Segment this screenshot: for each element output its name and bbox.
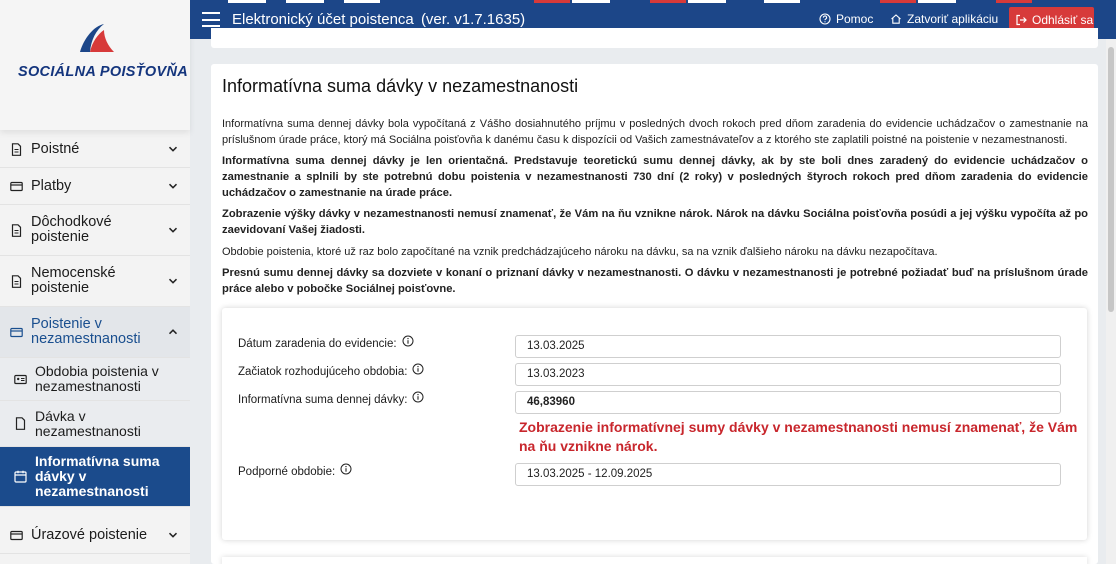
sidebar-item-label: Dávka v nezamestnanosti — [35, 407, 141, 439]
hamburger-icon — [202, 12, 220, 14]
logout-icon — [1015, 14, 1027, 26]
chevron-down-icon — [168, 225, 178, 235]
document-icon — [10, 275, 23, 288]
page-scrollbar[interactable] — [1106, 39, 1116, 564]
info-icon[interactable] — [412, 391, 424, 403]
app-version: (ver. v1.7.1635) — [420, 11, 526, 28]
info-card — [211, 64, 1098, 564]
app-title — [232, 11, 525, 28]
sidebar-item-label: Poistné — [31, 140, 80, 157]
chevron-down-icon — [168, 144, 178, 154]
document-icon — [10, 224, 23, 237]
start-label-text: Začiatok rozhodujúceho obdobia: — [238, 366, 408, 378]
sidebar-subitem-obdobia[interactable] — [0, 358, 190, 401]
sidebar-item-label: Dôchodkové poistenie — [31, 214, 112, 245]
info-icon[interactable] — [402, 335, 414, 347]
paragraph-exact-amount: Presnú sumu dennej dávky sa dozviete v konaní o priznaní dávky v nezamestnanosti. O dávku v nezamestnanosti je potrebné požiadať buď na príslušnom úrade práce alebo v pobočke Sociálnej poisťovne. — [222, 267, 1088, 295]
amount-label — [238, 394, 424, 406]
logo-icon — [74, 20, 118, 60]
sidebar-item-label: Nemocenské poistenie — [31, 265, 116, 296]
document-icon — [10, 143, 23, 156]
app-title-text: Elektronický účet poistenca — [232, 11, 414, 28]
date-field[interactable]: 13.03.2025 — [515, 335, 1061, 358]
help-label: Pomoc — [836, 12, 874, 26]
sidebar-nav — [0, 131, 190, 554]
card-icon — [10, 326, 23, 339]
chevron-down-icon — [168, 530, 178, 540]
warning-message: Zobrazenie informatívnej sumy dávky v nezamestnanosti nemusí znamenať, že Vám na ňu vznikne nárok. — [519, 419, 1078, 454]
amount-label-text: Informatívna suma dennej dávky: — [238, 394, 408, 406]
help-link[interactable] — [819, 12, 873, 26]
paragraph-entitlement: Zobrazenie výšky dávky v nezamestnanosti nemusí znamenať, že Vám na ňu vznikne nárok. Nárok na dávku Sociálna poisťovňa posúdi a jej výšku vypočíta až po zaevidovaní Vašej žiadosti. — [222, 208, 1088, 236]
id-card-icon — [14, 373, 27, 386]
sidebar-item-label: Obdobia poistenia v nezamestnanosti — [35, 363, 159, 394]
paragraph-intro: Informatívna suma dennej dávky bola vypočítaná z Vášho dosiahnutého príjmu v posledných dvoch rokoch pred dňom zaradenia do evidencie uchádzačov o zamestnanie na príslušnom úrade práce, ktorý má Sociálna poisťovňa k danému času k dispozícii od Vašich zamestnávateľov a z ktorého ste zaplatili poistné na poistenie v nezamestnanosti. — [222, 118, 1088, 146]
help-icon — [819, 13, 831, 25]
sidebar-spacer — [0, 507, 190, 517]
sidebar-item-dochodkove[interactable] — [0, 205, 190, 256]
support-label-text: Podporné obdobie: — [238, 466, 336, 478]
logo-area — [0, 0, 190, 130]
paragraph-orientational: Informatívna suma dennej dávky je len orientačná. Predstavuje teoretickú sumu dennej dávky, ak by ste boli dnes zaradený do evidencie uchádzačov o zamestnanie a splnili by ste potrebnú dobu poistenia v nezamestnanosti 730 dní (2 roky) v posledných štyroch rokoch pred dňom zaradenia do evidencie uchádzačov o zamestnanie na úrade práce. — [222, 155, 1088, 199]
date-label — [238, 338, 414, 350]
logout-label: Odhlásiť sa — [1032, 13, 1094, 27]
close-app-label: Zatvoriť aplikáciu — [907, 12, 999, 26]
sidebar-item-label: Platby — [31, 177, 72, 194]
sidebar-item-nemocenske[interactable] — [0, 256, 190, 307]
sidebar-item-nezamestnanost[interactable] — [0, 307, 190, 358]
sidebar — [0, 0, 190, 564]
chevron-down-icon — [168, 181, 178, 191]
support-label — [238, 466, 352, 478]
card-icon — [10, 180, 23, 193]
start-label — [238, 366, 424, 378]
sidebar-item-label: Informatívna suma dávky v nezamestnanosti — [35, 453, 160, 499]
start-field[interactable]: 13.03.2023 — [515, 363, 1061, 386]
chevron-up-icon — [168, 327, 178, 337]
chevron-down-icon — [168, 276, 178, 286]
scrollbar-thumb[interactable] — [1108, 47, 1114, 312]
sidebar-item-urazove[interactable] — [0, 517, 190, 554]
next-card — [222, 557, 1087, 564]
card-icon — [10, 529, 23, 542]
date-label-text: Dátum zaradenia do evidencie: — [238, 338, 397, 350]
support-field[interactable]: 13.03.2025 - 12.09.2025 — [515, 463, 1061, 486]
logo-text: SOCIÁLNA POISŤOVŇA — [18, 64, 189, 80]
sidebar-item-platby[interactable] — [0, 168, 190, 205]
info-icon[interactable] — [412, 363, 424, 375]
amount-field[interactable]: 46,83960 — [515, 391, 1061, 414]
sidebar-item-label: Poistenie v nezamestnanosti — [31, 316, 141, 347]
decorative-stripes — [190, 0, 1116, 3]
sidebar-item-poistne[interactable] — [0, 131, 190, 168]
calendar-icon — [14, 470, 27, 483]
sidebar-subitem-informativna-suma[interactable] — [0, 447, 190, 507]
menu-toggle-button[interactable] — [202, 12, 220, 27]
info-icon[interactable] — [340, 463, 352, 475]
sidebar-item-label: Úrazové poistenie — [31, 526, 148, 543]
close-app-link[interactable] — [890, 12, 998, 26]
home-icon — [890, 13, 902, 25]
page-title: Informatívna suma dávky v nezamestnanosti — [222, 76, 579, 96]
benefit-form — [222, 308, 1087, 540]
previous-card — [211, 28, 1098, 48]
paragraph-period: Obdobie poistenia, ktoré už raz bolo započítané na vznik predchádzajúceho nároku na dávku, sa na vznik ďalšieho nároku na dávku nezapočítava. — [222, 246, 938, 258]
file-icon — [14, 417, 27, 430]
sidebar-subitem-davka[interactable] — [0, 401, 190, 447]
